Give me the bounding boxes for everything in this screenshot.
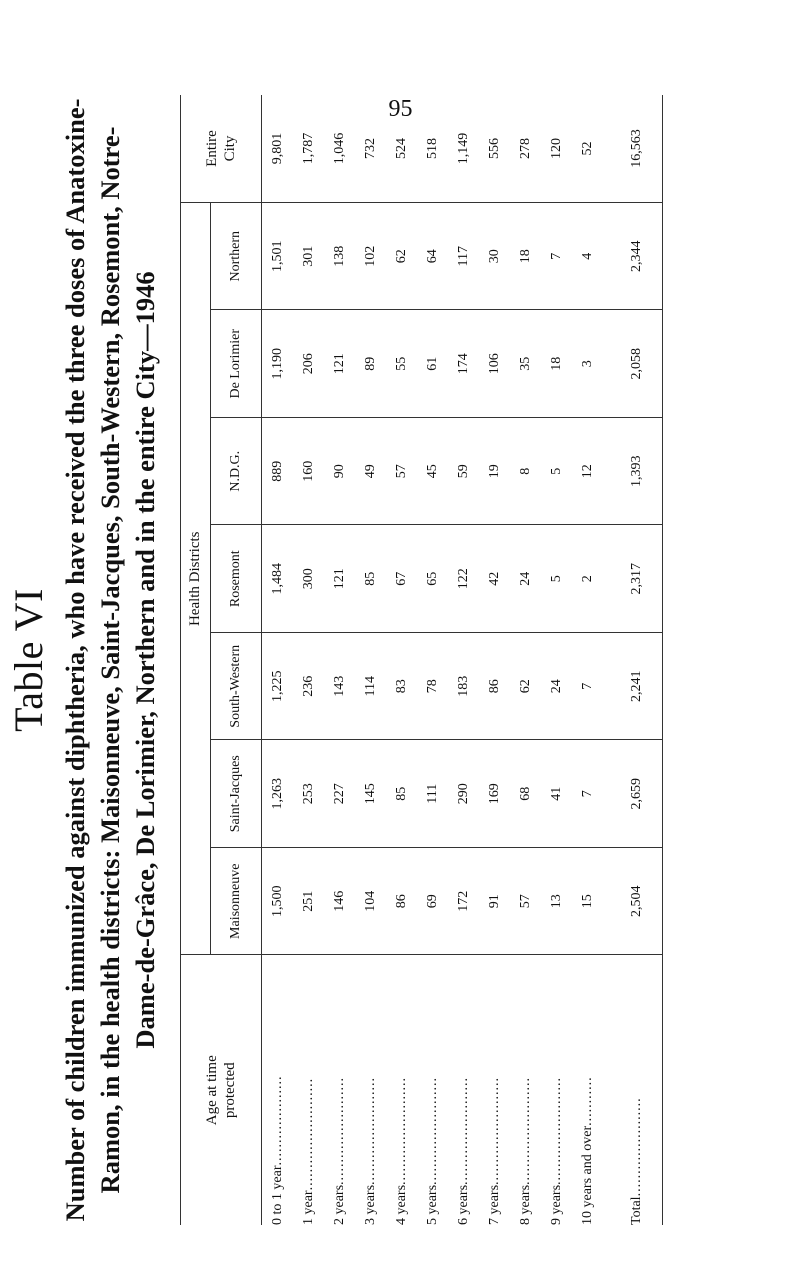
value-cell: 52 — [579, 141, 595, 156]
value-cell: 69 — [417, 848, 448, 956]
table-caption — [58, 95, 163, 1225]
caption-line-1: Number of children immunized against diphtheria, who have received the three doses of Anatoxine- — [60, 98, 90, 1222]
spacer-row — [603, 95, 612, 1225]
value-cell: 251 — [293, 848, 324, 956]
value-cell: 86 — [479, 633, 510, 741]
age-label — [262, 955, 294, 1225]
city-header-line-2: City — [222, 135, 238, 162]
value-cell: 278 — [517, 138, 533, 159]
value-cell: 1,787 — [300, 132, 316, 165]
value-cell: 524 — [393, 138, 409, 159]
title-block — [0, 95, 163, 1225]
age-label — [293, 955, 324, 1225]
value-cell: 121 — [324, 310, 355, 418]
value-cell: 2 — [572, 525, 603, 633]
value-cell: 1,225 — [262, 633, 294, 741]
leader-dots: ........................ — [331, 1076, 347, 1185]
leader-dots: .................... — [269, 1075, 285, 1166]
total-cell: 1,393 — [612, 418, 663, 526]
row-label-text: 1 year — [300, 1190, 316, 1225]
total-label — [612, 955, 663, 1225]
total-cell: 2,504 — [612, 848, 663, 956]
value-cell: 19 — [479, 418, 510, 526]
value-cell: 62 — [510, 633, 541, 741]
value-cell: 57 — [386, 418, 417, 526]
age-label — [479, 955, 510, 1225]
value-cell: 1,500 — [262, 848, 294, 956]
value-cell: 172 — [448, 848, 479, 956]
value-cell: 35 — [510, 310, 541, 418]
total-cell: 2,344 — [612, 203, 663, 311]
table-row — [448, 95, 479, 1225]
value-cell: 89 — [355, 310, 386, 418]
total-cell: 2,058 — [612, 310, 663, 418]
value-cell: 1,149 — [455, 132, 471, 165]
page-number: 95 — [388, 96, 413, 122]
age-label — [355, 955, 386, 1225]
rotated-page-content — [0, 95, 790, 1225]
age-label — [541, 955, 572, 1225]
row-label-text: Total — [629, 1196, 644, 1225]
leader-dots: ........................ — [393, 1076, 409, 1185]
table-row — [324, 95, 355, 1225]
table-row — [262, 95, 294, 1225]
leader-dots: ........................ — [455, 1076, 471, 1185]
spacer-cell — [603, 418, 612, 526]
value-cell: 114 — [355, 633, 386, 741]
spacer-cell — [603, 310, 612, 418]
value-cell: 83 — [386, 633, 417, 741]
value-cell: 85 — [386, 740, 417, 848]
caption-line-3: Dame-de-Grâce, De Lorimier, Northern and in the entire City—1946 — [130, 271, 160, 1049]
value-cell: 78 — [417, 633, 448, 741]
table-row — [541, 95, 572, 1225]
leader-dots: ........................ — [486, 1076, 502, 1185]
age-label — [510, 955, 541, 1225]
caption-line-2: Ramon, in the health districts: Maisonneuve, Saint-Jacques, South-Western, Rosemont, Notre- — [95, 126, 125, 1194]
value-cell: 42 — [479, 525, 510, 633]
district-header: Northern — [211, 203, 262, 311]
spacer-cell — [603, 525, 612, 633]
value-cell: 4 — [572, 203, 603, 311]
value-cell: 143 — [324, 633, 355, 741]
spacer-cell — [603, 848, 612, 956]
row-label-text: 8 years — [517, 1184, 533, 1225]
leader-dots: ......................... — [300, 1077, 316, 1191]
table-row — [355, 95, 386, 1225]
immunization-table — [180, 95, 663, 1225]
value-cell: 5 — [541, 418, 572, 526]
health-districts-header: Health Districts — [181, 203, 211, 956]
value-cell: 5 — [541, 525, 572, 633]
value-cell: 160 — [293, 418, 324, 526]
value-cell: 90 — [324, 418, 355, 526]
value-cell: 61 — [417, 310, 448, 418]
spacer-cell — [603, 203, 612, 311]
row-label-text: 9 years — [548, 1184, 564, 1225]
row-label-text: 3 years — [362, 1184, 378, 1225]
value-cell: 122 — [448, 525, 479, 633]
value-cell: 1,484 — [262, 525, 294, 633]
value-cell: 1,190 — [262, 310, 294, 418]
value-cell: 41 — [541, 740, 572, 848]
age-column-header — [181, 955, 262, 1225]
value-cell: 300 — [293, 525, 324, 633]
total-cell: 2,241 — [612, 633, 663, 741]
district-header: N.D.G. — [211, 418, 262, 526]
table-row — [293, 95, 324, 1225]
table-row — [417, 95, 448, 1225]
age-header-line-2: protected — [222, 1062, 238, 1119]
value-cell: 102 — [355, 203, 386, 311]
district-header: South-Western — [211, 633, 262, 741]
district-header: De Lorimier — [211, 310, 262, 418]
value-cell: 1,501 — [262, 203, 294, 311]
table-row — [386, 95, 417, 1225]
age-label — [448, 955, 479, 1225]
value-cell: 290 — [448, 740, 479, 848]
value-cell: 183 — [448, 633, 479, 741]
table-label: Table VI — [6, 588, 51, 732]
row-label-text: 7 years — [486, 1184, 502, 1225]
leader-dots: ........................ — [517, 1076, 533, 1185]
value-cell: 121 — [324, 525, 355, 633]
value-cell: 8 — [510, 418, 541, 526]
table-row — [572, 95, 603, 1225]
age-label — [572, 955, 603, 1225]
leader-dots: ........................ — [424, 1076, 440, 1185]
value-cell: 68 — [510, 740, 541, 848]
value-cell: 145 — [355, 740, 386, 848]
spacer-cell — [603, 633, 612, 741]
total-cell: 16,563 — [629, 129, 644, 168]
row-label-text: 0 to 1 year — [269, 1165, 285, 1225]
age-label — [417, 955, 448, 1225]
value-cell: 253 — [293, 740, 324, 848]
value-cell: 104 — [355, 848, 386, 956]
value-cell: 7 — [541, 203, 572, 311]
value-cell: 146 — [324, 848, 355, 956]
total-row — [612, 95, 663, 1225]
value-cell: 24 — [510, 525, 541, 633]
leader-dots: ...................... — [629, 1097, 644, 1197]
value-cell: 85 — [355, 525, 386, 633]
value-cell: 91 — [479, 848, 510, 956]
value-cell: 1,046 — [331, 132, 347, 165]
row-label-text: 6 years — [455, 1184, 471, 1225]
city-header-line-1: Entire — [204, 130, 220, 167]
age-label — [324, 955, 355, 1225]
value-cell: 15 — [572, 848, 603, 956]
spacer-cell — [603, 740, 612, 848]
value-cell: 120 — [548, 138, 564, 159]
value-cell: 169 — [479, 740, 510, 848]
value-cell: 3 — [572, 310, 603, 418]
value-cell: 12 — [572, 418, 603, 526]
value-cell: 64 — [417, 203, 448, 311]
table-row — [510, 95, 541, 1225]
value-cell: 138 — [324, 203, 355, 311]
value-cell: 57 — [510, 848, 541, 956]
age-label — [386, 955, 417, 1225]
row-label-text: 10 years and over — [579, 1125, 595, 1225]
value-cell: 206 — [293, 310, 324, 418]
value-cell: 117 — [448, 203, 479, 311]
value-cell: 518 — [424, 138, 440, 159]
value-cell: 13 — [541, 848, 572, 956]
leader-dots: ........... — [579, 1076, 595, 1126]
value-cell: 55 — [386, 310, 417, 418]
value-cell: 59 — [448, 418, 479, 526]
row-label-text: 5 years — [424, 1184, 440, 1225]
entire-city-header — [181, 95, 262, 203]
row-label-text: 2 years — [331, 1184, 347, 1225]
leader-dots: ........................ — [548, 1076, 564, 1185]
leader-dots: ........................ — [362, 1076, 378, 1185]
value-cell: 174 — [448, 310, 479, 418]
value-cell: 62 — [386, 203, 417, 311]
value-cell: 556 — [486, 138, 502, 159]
value-cell: 236 — [293, 633, 324, 741]
row-label-text: 4 years — [393, 1184, 409, 1225]
value-cell: 86 — [386, 848, 417, 956]
value-cell: 9,801 — [269, 132, 285, 165]
value-cell: 732 — [362, 138, 378, 159]
table-row — [479, 95, 510, 1225]
value-cell: 49 — [355, 418, 386, 526]
value-cell: 18 — [510, 203, 541, 311]
value-cell: 106 — [479, 310, 510, 418]
spacer-cell — [603, 955, 612, 1225]
value-cell: 45 — [417, 418, 448, 526]
value-cell: 30 — [479, 203, 510, 311]
value-cell: 7 — [572, 740, 603, 848]
total-cell: 2,659 — [612, 740, 663, 848]
district-header: Maisonneuve — [211, 848, 262, 956]
district-header: Saint-Jacques — [211, 740, 262, 848]
total-cell: 2,317 — [612, 525, 663, 633]
value-cell: 227 — [324, 740, 355, 848]
age-header-line-1: Age at time — [204, 1055, 220, 1126]
district-header: Rosemont — [211, 525, 262, 633]
value-cell: 301 — [293, 203, 324, 311]
value-cell: 18 — [541, 310, 572, 418]
value-cell: 889 — [262, 418, 294, 526]
value-cell: 67 — [386, 525, 417, 633]
spacer-cell — [603, 95, 612, 203]
value-cell: 7 — [572, 633, 603, 741]
value-cell: 24 — [541, 633, 572, 741]
value-cell: 1,263 — [262, 740, 294, 848]
value-cell: 65 — [417, 525, 448, 633]
value-cell: 111 — [417, 740, 448, 848]
